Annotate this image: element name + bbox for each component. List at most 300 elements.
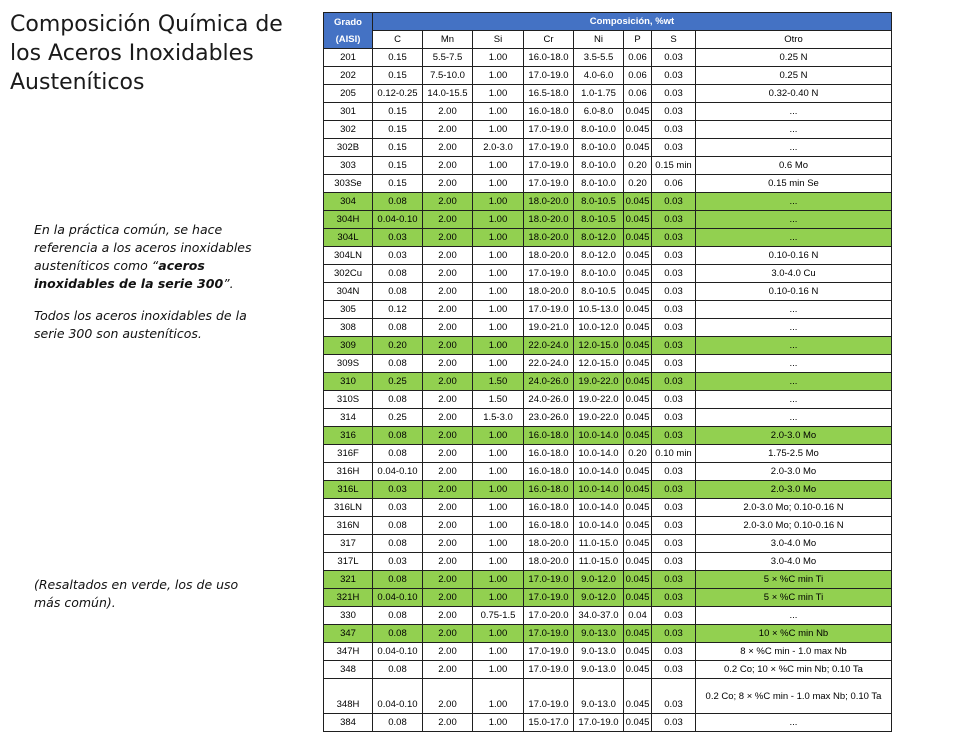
value-cell: 0.04: [624, 607, 652, 625]
composition-header: Composición, %wt: [373, 13, 892, 31]
value-cell: 0.03: [652, 427, 696, 445]
column-header: Mn: [423, 31, 473, 49]
grade-cell: 309: [324, 337, 373, 355]
value-cell: 0.08: [373, 193, 423, 211]
table-row: [324, 661, 892, 679]
value-cell: 0.03: [373, 229, 423, 247]
value-cell: 8.0-10.0: [574, 157, 624, 175]
value-cell: 0.045: [624, 337, 652, 355]
series-300-note: [34, 221, 264, 357]
value-cell: 2.00: [423, 589, 473, 607]
grade-cell: 202: [324, 67, 373, 85]
grade-cell: 305: [324, 301, 373, 319]
value-cell: 0.08: [373, 427, 423, 445]
value-cell: 2.00: [423, 139, 473, 157]
value-cell: 17.0-19.0: [524, 625, 574, 643]
value-cell: 1.00: [473, 661, 524, 679]
value-cell: 17.0-20.0: [524, 607, 574, 625]
value-cell: 10.0-14.0: [574, 463, 624, 481]
value-cell: 0.03: [652, 481, 696, 499]
value-cell: 1.50: [473, 391, 524, 409]
value-cell: 15.0-17.0: [524, 714, 574, 732]
value-cell: 0.04-0.10: [373, 211, 423, 229]
value-cell: 0.045: [624, 625, 652, 643]
value-cell: 1.00: [473, 517, 524, 535]
grade-cell: 302B: [324, 139, 373, 157]
value-cell: 0.03: [652, 571, 696, 589]
table-row: [324, 607, 892, 625]
value-cell: 1.00: [473, 445, 524, 463]
value-cell: 1.00: [473, 535, 524, 553]
value-cell: ...: [696, 391, 892, 409]
value-cell: 23.0-26.0: [524, 409, 574, 427]
value-cell: 0.03: [652, 139, 696, 157]
value-cell: 0.045: [624, 139, 652, 157]
value-cell: 4.0-6.0: [574, 67, 624, 85]
value-cell: 1.0-1.75: [574, 85, 624, 103]
value-cell: 0.03: [652, 499, 696, 517]
value-cell: 1.00: [473, 589, 524, 607]
value-cell: 2.00: [423, 211, 473, 229]
value-cell: 18.0-20.0: [524, 535, 574, 553]
value-cell: ...: [696, 373, 892, 391]
value-cell: 2.0-3.0 Mo: [696, 463, 892, 481]
value-cell: 2.0-3.0 Mo: [696, 481, 892, 499]
value-cell: ...: [696, 121, 892, 139]
value-cell: ...: [696, 193, 892, 211]
value-cell: 0.045: [624, 535, 652, 553]
value-cell: 3.5-5.5: [574, 49, 624, 67]
value-cell: 1.75-2.5 Mo: [696, 445, 892, 463]
value-cell: 17.0-19.0: [524, 643, 574, 661]
table-row: [324, 391, 892, 409]
value-cell: 2.00: [423, 409, 473, 427]
value-cell: 3.0-4.0 Mo: [696, 535, 892, 553]
table-row: [324, 103, 892, 121]
table-row: [324, 67, 892, 85]
table-row: [324, 355, 892, 373]
value-cell: 2.00: [423, 319, 473, 337]
table-body: [324, 49, 892, 732]
note-text-end: ”.: [223, 276, 234, 291]
value-cell: 1.00: [473, 211, 524, 229]
value-cell: 16.0-18.0: [524, 463, 574, 481]
value-cell: 0.03: [652, 373, 696, 391]
value-cell: 22.0-24.0: [524, 355, 574, 373]
value-cell: 3.0-4.0 Cu: [696, 265, 892, 283]
value-cell: 0.03: [373, 499, 423, 517]
value-cell: 0.15: [373, 67, 423, 85]
value-cell: 2.00: [423, 445, 473, 463]
value-cell: 0.04-0.10: [373, 463, 423, 481]
grade-cell: 302Cu: [324, 265, 373, 283]
value-cell: 0.15: [373, 175, 423, 193]
table-row: [324, 499, 892, 517]
column-header: P: [624, 31, 652, 49]
value-cell: 0.045: [624, 373, 652, 391]
value-cell: 1.00: [473, 301, 524, 319]
grade-header-line2: (AISI): [335, 33, 361, 45]
value-cell: 0.10-0.16 N: [696, 283, 892, 301]
value-cell: 18.0-20.0: [524, 283, 574, 301]
value-cell: 17.0-19.0: [524, 157, 574, 175]
grade-cell: 304L: [324, 229, 373, 247]
value-cell: 1.00: [473, 193, 524, 211]
page-title: Composición Química de los Aceros Inoxidables Austeníticos: [10, 12, 283, 95]
table-row: [324, 589, 892, 607]
value-cell: ...: [696, 355, 892, 373]
green-highlight-note: (Resaltados en verde, los de uso más común).: [34, 577, 239, 610]
value-cell: 0.03: [652, 247, 696, 265]
value-cell: 10.0-14.0: [574, 445, 624, 463]
value-cell: 2.00: [423, 355, 473, 373]
value-cell: 2.00: [423, 265, 473, 283]
value-cell: 11.0-15.0: [574, 535, 624, 553]
value-cell: 0.08: [373, 535, 423, 553]
value-cell: ...: [696, 139, 892, 157]
value-cell: 1.00: [473, 714, 524, 732]
value-cell: 16.0-18.0: [524, 49, 574, 67]
value-cell: 0.045: [624, 391, 652, 409]
grade-cell: 309S: [324, 355, 373, 373]
value-cell: 0.03: [652, 301, 696, 319]
value-cell: 2.00: [423, 373, 473, 391]
value-cell: 0.045: [624, 679, 652, 714]
value-cell: 0.08: [373, 571, 423, 589]
value-cell: 2.00: [423, 193, 473, 211]
value-cell: 1.00: [473, 481, 524, 499]
value-cell: 3.0-4.0 Mo: [696, 553, 892, 571]
value-cell: 0.25: [373, 373, 423, 391]
value-cell: 2.0-3.0 Mo; 0.10-0.16 N: [696, 517, 892, 535]
value-cell: 6.0-8.0: [574, 103, 624, 121]
value-cell: 0.04-0.10: [373, 643, 423, 661]
value-cell: 1.00: [473, 67, 524, 85]
value-cell: 10.0-14.0: [574, 481, 624, 499]
value-cell: 0.12: [373, 301, 423, 319]
value-cell: 2.00: [423, 121, 473, 139]
value-cell: 0.03: [652, 625, 696, 643]
value-cell: 19.0-22.0: [574, 391, 624, 409]
grade-cell: 316LN: [324, 499, 373, 517]
value-cell: 2.00: [423, 499, 473, 517]
value-cell: 1.00: [473, 103, 524, 121]
value-cell: 8.0-12.0: [574, 229, 624, 247]
table-row: [324, 301, 892, 319]
value-cell: 0.08: [373, 625, 423, 643]
grade-cell: 317: [324, 535, 373, 553]
table-row: [324, 319, 892, 337]
value-cell: 16.5-18.0: [524, 85, 574, 103]
value-cell: 0.045: [624, 193, 652, 211]
value-cell: 24.0-26.0: [524, 391, 574, 409]
header-row-1: [324, 13, 892, 31]
value-cell: ...: [696, 301, 892, 319]
value-cell: 8.0-10.5: [574, 283, 624, 301]
value-cell: 18.0-20.0: [524, 211, 574, 229]
table-row: [324, 535, 892, 553]
value-cell: 19.0-22.0: [574, 373, 624, 391]
value-cell: 10 × %C min Nb: [696, 625, 892, 643]
value-cell: 2.00: [423, 427, 473, 445]
value-cell: 2.00: [423, 553, 473, 571]
value-cell: 2.0-3.0 Mo: [696, 427, 892, 445]
value-cell: 2.00: [423, 625, 473, 643]
value-cell: 0.045: [624, 661, 652, 679]
column-header: S: [652, 31, 696, 49]
value-cell: 0.08: [373, 355, 423, 373]
value-cell: ...: [696, 211, 892, 229]
value-cell: 0.045: [624, 301, 652, 319]
table-row: [324, 553, 892, 571]
value-cell: 0.03: [373, 553, 423, 571]
value-cell: 8.0-10.0: [574, 265, 624, 283]
value-cell: 10.0-12.0: [574, 319, 624, 337]
value-cell: 0.03: [652, 193, 696, 211]
value-cell: 0.15 min: [652, 157, 696, 175]
value-cell: 0.03: [652, 355, 696, 373]
value-cell: 10.0-14.0: [574, 427, 624, 445]
value-cell: 0.03: [652, 67, 696, 85]
value-cell: ...: [696, 607, 892, 625]
value-cell: 1.00: [473, 463, 524, 481]
value-cell: 0.03: [652, 265, 696, 283]
value-cell: 11.0-15.0: [574, 553, 624, 571]
value-cell: 0.03: [652, 49, 696, 67]
table-row: [324, 283, 892, 301]
value-cell: 1.00: [473, 625, 524, 643]
value-cell: 0.045: [624, 481, 652, 499]
value-cell: 24.0-26.0: [524, 373, 574, 391]
table-row: [324, 247, 892, 265]
value-cell: 5.5-7.5: [423, 49, 473, 67]
value-cell: 2.00: [423, 301, 473, 319]
value-cell: 18.0-20.0: [524, 247, 574, 265]
value-cell: 1.00: [473, 283, 524, 301]
value-cell: 1.00: [473, 49, 524, 67]
grade-header-line1: Grado: [334, 16, 362, 28]
grade-cell: 347: [324, 625, 373, 643]
column-header: Si: [473, 31, 524, 49]
value-cell: 16.0-18.0: [524, 445, 574, 463]
value-cell: 16.0-18.0: [524, 103, 574, 121]
value-cell: 2.00: [423, 103, 473, 121]
value-cell: ...: [696, 337, 892, 355]
table-row: [324, 445, 892, 463]
value-cell: 0.045: [624, 355, 652, 373]
value-cell: 2.00: [423, 481, 473, 499]
value-cell: 1.00: [473, 175, 524, 193]
value-cell: 0.045: [624, 589, 652, 607]
table-row: [324, 373, 892, 391]
value-cell: 0.045: [624, 409, 652, 427]
grade-cell: 301: [324, 103, 373, 121]
value-cell: 0.06: [652, 175, 696, 193]
value-cell: 0.20: [624, 175, 652, 193]
value-cell: 8.0-10.0: [574, 139, 624, 157]
value-cell: 8.0-10.5: [574, 211, 624, 229]
value-cell: 0.03: [652, 535, 696, 553]
grade-cell: 304LN: [324, 247, 373, 265]
grade-cell: 303: [324, 157, 373, 175]
value-cell: 0.045: [624, 211, 652, 229]
grade-cell: 304H: [324, 211, 373, 229]
value-cell: ...: [696, 319, 892, 337]
value-cell: 0.06: [624, 85, 652, 103]
grade-cell: 310S: [324, 391, 373, 409]
grade-cell: 303Se: [324, 175, 373, 193]
value-cell: 0.03: [652, 643, 696, 661]
value-cell: 16.0-18.0: [524, 427, 574, 445]
value-cell: 0.03: [652, 463, 696, 481]
value-cell: 0.10-0.16 N: [696, 247, 892, 265]
value-cell: 0.03: [373, 481, 423, 499]
value-cell: 9.0-13.0: [574, 643, 624, 661]
value-cell: 0.12-0.25: [373, 85, 423, 103]
table-row: [324, 643, 892, 661]
value-cell: 0.045: [624, 265, 652, 283]
table-row: [324, 337, 892, 355]
value-cell: 34.0-37.0: [574, 607, 624, 625]
value-cell: 0.08: [373, 445, 423, 463]
value-cell: 19.0-22.0: [574, 409, 624, 427]
value-cell: 2.00: [423, 643, 473, 661]
value-cell: 7.5-10.0: [423, 67, 473, 85]
value-cell: 0.03: [652, 121, 696, 139]
value-cell: 0.045: [624, 643, 652, 661]
value-cell: 0.03: [652, 283, 696, 301]
grade-header: [324, 13, 373, 49]
value-cell: 2.00: [423, 247, 473, 265]
value-cell: 1.00: [473, 427, 524, 445]
value-cell: 0.03: [652, 103, 696, 121]
value-cell: 9.0-13.0: [574, 625, 624, 643]
value-cell: 0.03: [652, 553, 696, 571]
value-cell: 0.20: [373, 337, 423, 355]
grade-cell: 316: [324, 427, 373, 445]
value-cell: ...: [696, 714, 892, 732]
value-cell: 0.2 Co; 10 × %C min Nb; 0.10 Ta: [696, 661, 892, 679]
grade-cell: 321: [324, 571, 373, 589]
value-cell: 16.0-18.0: [524, 499, 574, 517]
value-cell: ...: [696, 103, 892, 121]
value-cell: 0.20: [624, 157, 652, 175]
value-cell: 2.00: [423, 157, 473, 175]
value-cell: 0.08: [373, 319, 423, 337]
note-paragraph-1: [34, 221, 264, 293]
value-cell: 17.0-19.0: [574, 714, 624, 732]
value-cell: 0.15: [373, 49, 423, 67]
value-cell: 17.0-19.0: [524, 67, 574, 85]
value-cell: 1.00: [473, 355, 524, 373]
value-cell: 0.15: [373, 157, 423, 175]
value-cell: 17.0-19.0: [524, 139, 574, 157]
value-cell: 0.75-1.5: [473, 607, 524, 625]
value-cell: 1.00: [473, 679, 524, 714]
grade-cell: 321H: [324, 589, 373, 607]
value-cell: 9.0-12.0: [574, 589, 624, 607]
grade-cell: 316N: [324, 517, 373, 535]
table-row: [324, 679, 892, 714]
value-cell: 2.00: [423, 535, 473, 553]
value-cell: 2.00: [423, 283, 473, 301]
value-cell: 16.0-18.0: [524, 481, 574, 499]
value-cell: 18.0-20.0: [524, 193, 574, 211]
value-cell: 9.0-12.0: [574, 571, 624, 589]
value-cell: 0.15: [373, 121, 423, 139]
value-cell: 2.00: [423, 679, 473, 714]
grade-cell: 317L: [324, 553, 373, 571]
value-cell: 0.03: [652, 211, 696, 229]
value-cell: 0.08: [373, 283, 423, 301]
value-cell: 1.00: [473, 121, 524, 139]
table-row: [324, 409, 892, 427]
table-row: [324, 481, 892, 499]
value-cell: 5 × %C min Ti: [696, 571, 892, 589]
value-cell: 2.00: [423, 714, 473, 732]
value-cell: 8 × %C min - 1.0 max Nb: [696, 643, 892, 661]
grade-cell: 205: [324, 85, 373, 103]
value-cell: 0.03: [652, 679, 696, 714]
value-cell: 0.045: [624, 463, 652, 481]
value-cell: 2.00: [423, 229, 473, 247]
value-cell: 14.0-15.5: [423, 85, 473, 103]
grade-cell: 316L: [324, 481, 373, 499]
value-cell: 0.03: [652, 391, 696, 409]
value-cell: 10.5-13.0: [574, 301, 624, 319]
value-cell: 0.03: [652, 589, 696, 607]
value-cell: 1.5-3.0: [473, 409, 524, 427]
value-cell: 1.50: [473, 373, 524, 391]
value-cell: 9.0-13.0: [574, 661, 624, 679]
column-header-row: [324, 31, 892, 49]
value-cell: 0.045: [624, 319, 652, 337]
value-cell: 0.08: [373, 265, 423, 283]
table-row: [324, 139, 892, 157]
value-cell: 2.00: [423, 391, 473, 409]
value-cell: 12.0-15.0: [574, 355, 624, 373]
grade-cell: 201: [324, 49, 373, 67]
value-cell: 0.03: [652, 85, 696, 103]
column-header: Ni: [574, 31, 624, 49]
value-cell: 0.06: [624, 49, 652, 67]
value-cell: 2.00: [423, 337, 473, 355]
composition-table: [323, 12, 892, 732]
value-cell: ...: [696, 409, 892, 427]
value-cell: 17.0-19.0: [524, 121, 574, 139]
value-cell: 0.03: [652, 409, 696, 427]
grade-cell: 316F: [324, 445, 373, 463]
value-cell: 0.045: [624, 121, 652, 139]
value-cell: 17.0-19.0: [524, 679, 574, 714]
value-cell: 1.00: [473, 499, 524, 517]
value-cell: 19.0-21.0: [524, 319, 574, 337]
table-row: [324, 49, 892, 67]
column-header: C: [373, 31, 423, 49]
value-cell: 10.0-14.0: [574, 517, 624, 535]
value-cell: 1.00: [473, 265, 524, 283]
value-cell: 0.25 N: [696, 49, 892, 67]
grade-cell: 308: [324, 319, 373, 337]
value-cell: 0.08: [373, 607, 423, 625]
value-cell: 1.00: [473, 571, 524, 589]
value-cell: 8.0-12.0: [574, 247, 624, 265]
value-cell: 22.0-24.0: [524, 337, 574, 355]
value-cell: 1.00: [473, 157, 524, 175]
value-cell: 1.00: [473, 247, 524, 265]
value-cell: 16.0-18.0: [524, 517, 574, 535]
value-cell: 0.04-0.10: [373, 679, 423, 714]
